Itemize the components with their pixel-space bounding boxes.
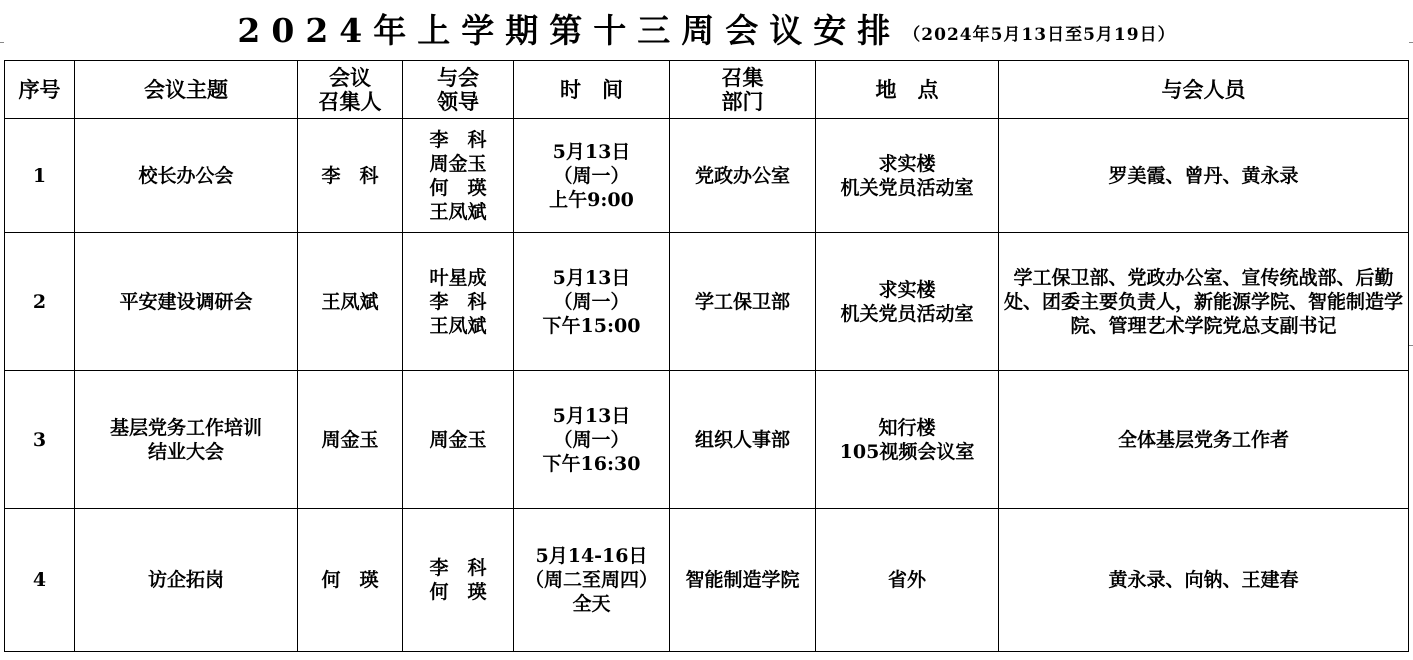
leader-name: 李 科 [429, 557, 487, 579]
time-line: （周一） [553, 290, 630, 313]
topic-line: 基层党务工作培训 [109, 416, 262, 439]
cell-topic [75, 119, 298, 233]
page-edge-marker [1409, 42, 1413, 43]
cell-leaders [403, 233, 514, 371]
cell-attendees: 学工保卫部、党政办公室、宣传统战部、后勤处、团委主要负责人，新能源学院、智能制造学院、管理艺术学院党总支副书记 [999, 233, 1409, 371]
header-convener [298, 61, 403, 119]
table-header-row [5, 61, 1409, 119]
header-dept-line: 部门 [721, 88, 764, 114]
cell-topic [75, 371, 298, 509]
cell-convener: 李 科 [298, 119, 403, 233]
cell-convener: 何 瑛 [298, 509, 403, 652]
cell-dept: 党政办公室 [670, 119, 816, 233]
header-leaders [403, 61, 514, 119]
cell-leaders [403, 509, 514, 652]
leader-name: 李 科 [429, 128, 487, 151]
table-row [5, 119, 1409, 233]
leader-name: 王凤斌 [429, 314, 487, 337]
cell-location [816, 371, 999, 509]
leader-name: 周金玉 [429, 428, 487, 451]
time-line: 下午15:00 [542, 314, 641, 337]
time-line: 全天 [572, 593, 611, 615]
time-line: （周一） [553, 428, 630, 451]
time-line: 5月13日 [552, 140, 631, 163]
document-title [0, 0, 1413, 56]
time-line: 下午16:30 [542, 452, 641, 475]
location-line: 机关党员活动室 [840, 302, 974, 325]
table-row [5, 371, 1409, 509]
location-line: 省外 [887, 569, 926, 591]
cell-time [514, 119, 670, 233]
table-row [5, 233, 1409, 371]
cell-leaders [403, 371, 514, 509]
cell-seq: 3 [5, 371, 75, 509]
location-line: 机关党员活动室 [840, 176, 974, 199]
header-convener-line: 召集人 [318, 88, 382, 114]
time-line: 5月13日 [552, 266, 631, 289]
leader-name: 何 瑛 [429, 581, 487, 603]
leader-name: 何 瑛 [429, 176, 487, 199]
header-time: 时 间 [514, 61, 670, 119]
header-leaders-line: 领导 [437, 88, 479, 114]
topic-line: 访企拓岗 [147, 569, 224, 591]
topic-line: 平安建设调研会 [119, 290, 253, 313]
header-dept [670, 61, 816, 119]
table-row [5, 509, 1409, 652]
cell-time [514, 509, 670, 652]
cell-location [816, 119, 999, 233]
location-line: 知行楼 [878, 416, 936, 439]
leader-name: 王凤斌 [429, 200, 487, 223]
cell-convener: 周金玉 [298, 371, 403, 509]
header-topic: 会议主题 [75, 61, 298, 119]
cell-attendees: 全体基层党务工作者 [999, 371, 1409, 509]
topic-line: 结业大会 [147, 440, 224, 463]
cell-time [514, 233, 670, 371]
time-line: （周二至周四） [524, 569, 658, 591]
header-leaders-line: 与会 [437, 64, 479, 90]
cell-topic [75, 509, 298, 652]
cell-location [816, 509, 999, 652]
header-dept-line: 召集 [721, 64, 764, 90]
cell-attendees: 罗美霞、曾丹、黄永录 [999, 119, 1409, 233]
cell-location [816, 233, 999, 371]
header-convener-line: 会议 [329, 64, 371, 90]
page-edge-marker [0, 42, 4, 43]
header-seq: 序号 [5, 61, 75, 119]
cell-dept: 学工保卫部 [670, 233, 816, 371]
cell-time [514, 371, 670, 509]
time-line: （周一） [553, 164, 630, 187]
page-edge-marker [1409, 345, 1413, 346]
time-line: 5月14-16日 [535, 545, 648, 567]
title-main: 2024年上学期第十三周会议安排 [237, 10, 902, 50]
cell-dept: 组织人事部 [670, 371, 816, 509]
location-line: 求实楼 [878, 278, 936, 301]
cell-topic [75, 233, 298, 371]
cell-convener: 王凤斌 [298, 233, 403, 371]
topic-line: 校长办公会 [138, 164, 234, 187]
cell-dept: 智能制造学院 [670, 509, 816, 652]
cell-seq: 2 [5, 233, 75, 371]
leader-name: 叶星成 [429, 266, 487, 289]
cell-leaders [403, 119, 514, 233]
location-line: 求实楼 [878, 152, 936, 175]
title-date-range: （2024年5月13日至5月19日） [903, 24, 1176, 45]
time-line: 5月13日 [552, 404, 631, 427]
time-line: 上午9:00 [549, 188, 634, 211]
cell-seq: 4 [5, 509, 75, 652]
cell-attendees: 黄永录、向钠、王建春 [999, 509, 1409, 652]
header-attendees: 与会人员 [999, 61, 1409, 119]
header-location: 地 点 [816, 61, 999, 119]
leader-name: 周金玉 [429, 152, 487, 175]
location-line: 105视频会议室 [839, 440, 975, 463]
cell-seq: 1 [5, 119, 75, 233]
leader-name: 李 科 [429, 290, 487, 313]
meeting-schedule-table [4, 60, 1409, 652]
